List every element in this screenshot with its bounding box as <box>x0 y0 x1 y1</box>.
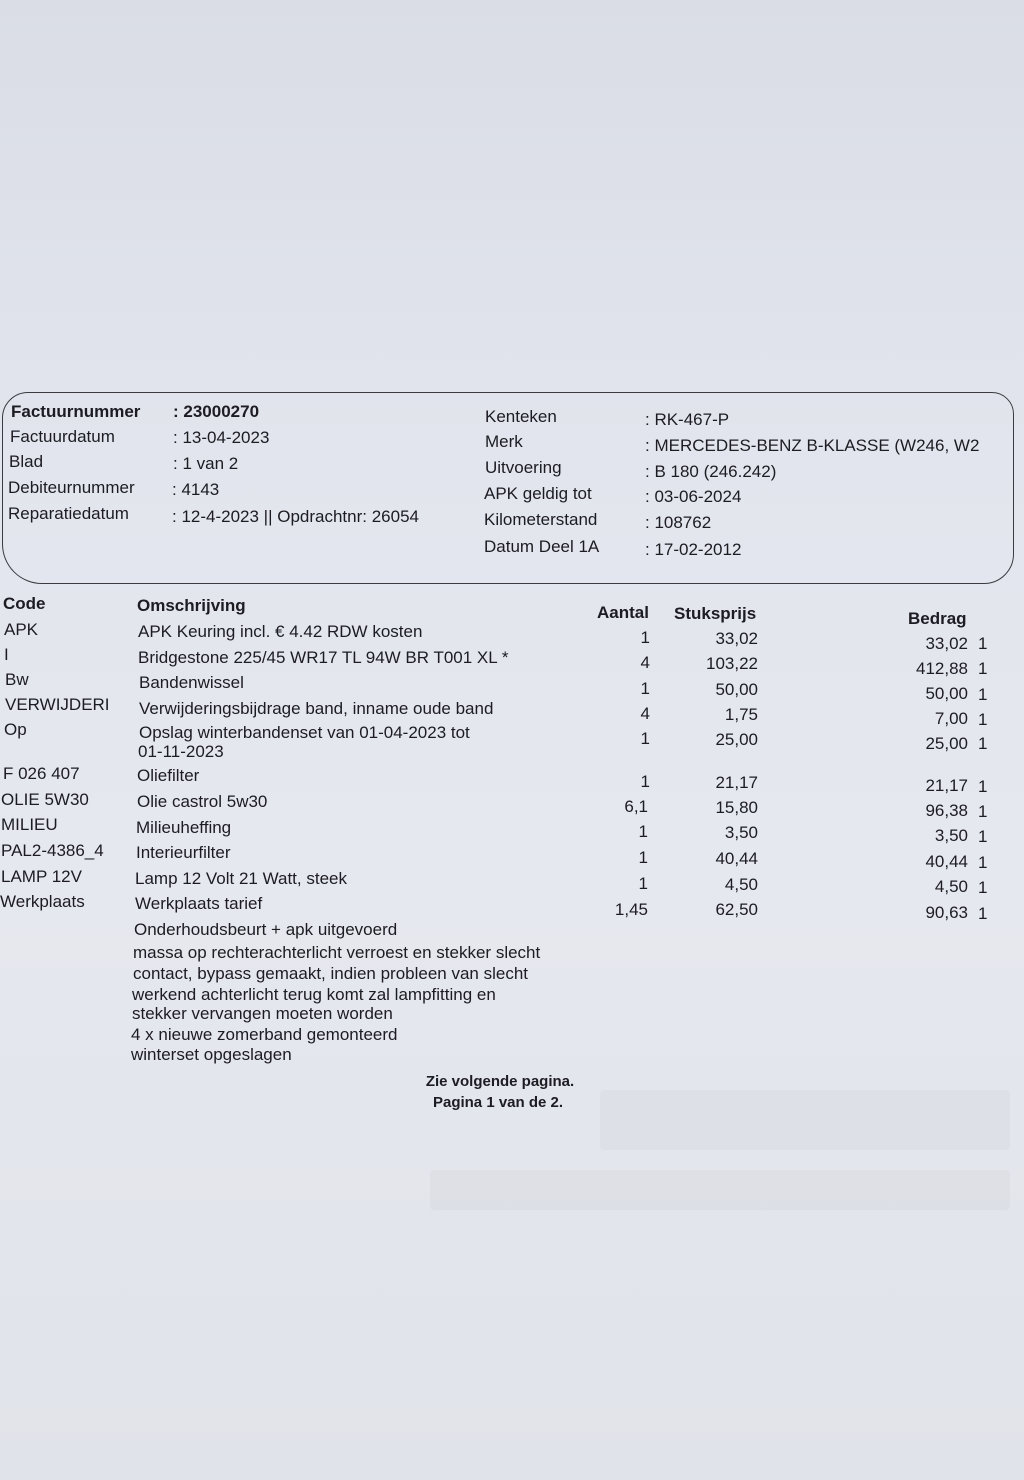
row-amount: 90,63 <box>925 903 968 922</box>
version-label: Uitvoering <box>485 458 562 477</box>
note-line: stekker vervangen moeten worden <box>132 1004 393 1023</box>
row-vat-code: 1 <box>978 685 988 704</box>
row-quantity: 1 <box>640 628 650 647</box>
row-description-continued: 01-11-2023 <box>138 742 224 761</box>
row-quantity: 6,1 <box>624 797 648 816</box>
row-code: Bw <box>5 670 29 689</box>
license-plate-value: : RK-467-P <box>645 410 730 429</box>
row-quantity: 1 <box>638 848 648 867</box>
row-amount: 412,88 <box>916 659 968 678</box>
row-amount: 4,50 <box>934 877 968 896</box>
row-vat-code: 1 <box>978 827 988 846</box>
row-unit-price: 1,75 <box>724 705 758 724</box>
row-quantity: 1 <box>638 874 648 893</box>
apk-valid-label: APK geldig tot <box>484 484 592 503</box>
column-header-quantity: Aantal <box>597 603 649 622</box>
row-amount: 96,38 <box>925 801 968 820</box>
row-code: APK <box>4 620 39 639</box>
row-amount: 33,02 <box>925 634 968 653</box>
note-line: massa op rechterachterlicht verroest en stekker slecht <box>133 943 541 962</box>
row-description: Milieuheffing <box>136 818 232 837</box>
row-description: APK Keuring incl. € 4.42 RDW kosten <box>138 622 423 641</box>
row-unit-price: 62,50 <box>715 900 758 919</box>
row-description: Bandenwissel <box>139 673 244 692</box>
row-amount: 50,00 <box>925 684 968 703</box>
row-amount: 25,00 <box>925 734 968 753</box>
row-description: Werkplaats tarief <box>135 894 263 913</box>
column-header-unit-price: Stuksprijs <box>674 604 757 623</box>
row-vat-code: 1 <box>978 878 988 897</box>
row-vat-code: 1 <box>978 634 988 653</box>
row-amount: 40,44 <box>925 852 968 871</box>
column-header-amount: Bedrag <box>908 609 967 628</box>
row-description: Oliefilter <box>137 766 200 785</box>
row-description: Interieurfilter <box>136 843 231 862</box>
row-description: Verwijderingsbijdrage band, inname oude band <box>139 699 494 718</box>
row-quantity: 1 <box>638 822 648 841</box>
page-indicator-text: Pagina 1 van de 2. <box>432 1094 564 1111</box>
row-unit-price: 3,50 <box>724 823 758 842</box>
row-code: F 026 407 <box>3 764 80 783</box>
row-unit-price: 40,44 <box>715 849 758 868</box>
mileage-value: : 108762 <box>645 513 712 532</box>
row-quantity: 1 <box>640 729 650 748</box>
sheet-value: : 1 van 2 <box>173 454 239 473</box>
row-quantity: 1 <box>640 679 650 698</box>
invoice-date-value: : 13-04-2023 <box>173 428 270 447</box>
see-next-page-text: Zie volgende pagina. <box>425 1073 575 1090</box>
registration-date-label: Datum Deel 1A <box>484 537 600 556</box>
invoice-date-label: Factuurdatum <box>10 427 115 446</box>
column-header-description: Omschrijving <box>137 596 246 615</box>
row-vat-code: 1 <box>978 734 988 753</box>
license-plate-label: Kenteken <box>485 407 557 426</box>
repair-date-value: : 12-4-2023 || Opdrachtnr: 26054 <box>172 507 419 526</box>
version-value: : B 180 (246.242) <box>645 462 777 481</box>
note-line: Onderhoudsbeurt + apk uitgevoerd <box>134 920 398 939</box>
row-vat-code: 1 <box>978 802 988 821</box>
row-code: Op <box>4 720 27 739</box>
debtor-number-label: Debiteurnummer <box>8 478 135 497</box>
column-header-code: Code <box>3 594 46 613</box>
row-amount: 3,50 <box>934 826 968 845</box>
row-code: MILIEU <box>1 815 58 834</box>
registration-date-value: : 17-02-2012 <box>645 540 742 559</box>
mileage-label: Kilometerstand <box>484 510 598 529</box>
row-unit-price: 25,00 <box>715 730 758 749</box>
row-vat-code: 1 <box>978 659 988 678</box>
row-code: VERWIJDERI <box>5 695 110 714</box>
row-vat-code: 1 <box>978 904 988 923</box>
row-quantity: 1,45 <box>614 900 648 919</box>
row-code: OLIE 5W30 <box>1 790 89 809</box>
row-vat-code: 1 <box>978 853 988 872</box>
row-code: PAL2-4386_4 <box>1 841 104 860</box>
bleed-through-area <box>430 1170 1010 1210</box>
row-description: Olie castrol 5w30 <box>137 792 268 811</box>
row-quantity: 1 <box>640 772 650 791</box>
row-quantity: 4 <box>640 653 650 672</box>
row-code: LAMP 12V <box>1 867 82 886</box>
note-line: werkend achterlicht terug komt zal lampfitting en <box>132 985 496 1004</box>
row-code: Werkplaats <box>0 892 85 911</box>
row-amount: 21,17 <box>925 776 968 795</box>
invoice-number-value: : 23000270 <box>173 402 260 421</box>
row-unit-price: 103,22 <box>706 654 758 673</box>
sheet-label: Blad <box>9 452 44 471</box>
row-amount: 7,00 <box>934 709 968 728</box>
make-value: : MERCEDES-BENZ B-KLASSE (W246, W2 <box>645 436 980 455</box>
note-line: 4 x nieuwe zomerband gemonteerd <box>131 1025 398 1044</box>
row-description: Bridgestone 225/45 WR17 TL 94W BR T001 XL * <box>138 648 509 667</box>
row-vat-code: 1 <box>978 710 988 729</box>
note-line: winterset opgeslagen <box>131 1045 292 1064</box>
row-quantity: 4 <box>640 704 650 723</box>
row-description: Opslag winterbandenset van 01-04-2023 tot <box>139 723 470 742</box>
debtor-number-value: : 4143 <box>172 480 220 499</box>
invoice-number-label: Factuurnummer <box>11 402 141 421</box>
row-unit-price: 15,80 <box>715 798 758 817</box>
repair-date-label: Reparatiedatum <box>8 504 129 523</box>
note-line: contact, bypass gemaakt, indien probleen van slecht <box>133 964 529 983</box>
row-code: I <box>4 645 9 664</box>
bleed-through-area <box>600 1090 1010 1150</box>
row-vat-code: 1 <box>978 777 988 796</box>
row-unit-price: 4,50 <box>724 875 758 894</box>
make-label: Merk <box>485 432 523 451</box>
row-unit-price: 33,02 <box>715 629 758 648</box>
row-description: Lamp 12 Volt 21 Watt, steek <box>135 869 347 888</box>
row-unit-price: 50,00 <box>715 680 758 699</box>
apk-valid-value: : 03-06-2024 <box>645 487 742 506</box>
row-unit-price: 21,17 <box>715 773 758 792</box>
